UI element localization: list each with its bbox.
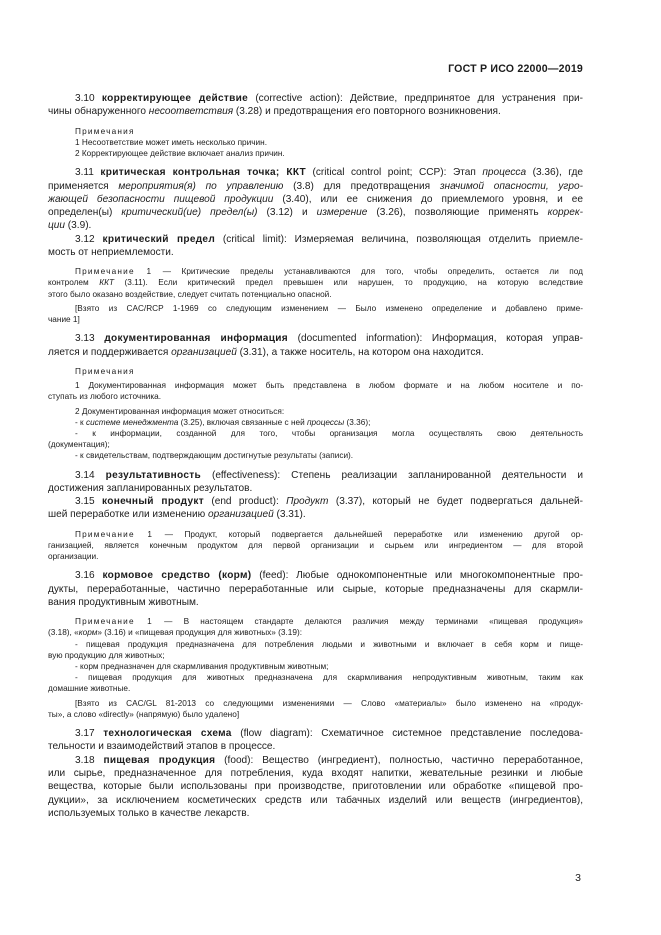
text-italic: критический(ие) предел(ы) (121, 207, 258, 219)
note-bullet (48, 417, 583, 428)
note-label: Примечание 1 (75, 529, 154, 539)
text-span: (3.31). (273, 509, 306, 521)
term-line (48, 727, 583, 740)
text-span: (3.36); (344, 417, 371, 427)
term-line: достижения запланированных результатов. (48, 482, 253, 494)
text-italic: организацией (171, 346, 237, 358)
term-title: конечный продукт (102, 496, 204, 508)
note-item (48, 616, 583, 627)
term-line: дукты, переработанные, частично переработанные или сырые, которые предназначены для скармли- (48, 583, 583, 595)
text-span: (critical control point; CCP): Этап (306, 167, 483, 179)
term-title: кормовое средство (корм) (102, 570, 252, 582)
text-italic: коррек- (547, 207, 583, 219)
source-reference: [Взято из CAC/GL 81-2013 со следующими изменениями — Слово «материалы» было изменено на «продук- (75, 698, 583, 708)
term-number: 3.17 (75, 728, 95, 740)
term-line: вания продуктивным животным. (48, 596, 199, 608)
term-line: тельности и взаимодействий этапов в процессе. (48, 741, 276, 753)
text-span: — В настоящем стандарте делаются различия между терминами «пищевая продукция» (152, 617, 583, 627)
text-italic: несоответствия (148, 106, 234, 118)
term-3-12 (48, 233, 583, 326)
term-line (48, 219, 583, 232)
text-italic: ции (48, 220, 65, 232)
text-span: (flow diagram): Схематичное системное представление последова- (231, 728, 583, 740)
note-bullet: (документация); (48, 440, 110, 450)
note-bullet: - к информации, созданной для того, чтобы организация могла осуществлять свою деятельность (75, 428, 583, 438)
text-span: » (3.16) и «пищевая продукция для животных» (3.19): (97, 628, 303, 638)
term-number: 3.15 (75, 496, 95, 508)
term-line (48, 346, 583, 359)
term-3-15 (48, 495, 583, 562)
note-item (48, 529, 583, 540)
text-span: контролем (48, 278, 100, 288)
term-line (48, 193, 583, 206)
term-line: вещества, которые были использованы при производстве, приготовлении или обработке «пищевой про- (48, 781, 583, 793)
text-span: (end product): (203, 496, 287, 508)
text-span: (3.11). Если критический предел превышен или нарушен, то продукцию, на которую вследствие (114, 278, 583, 288)
term-3-10 (48, 92, 583, 159)
term-3-18 (48, 754, 583, 820)
text-span: (3.40), или ее снижения до приемлемого уровня, и ее (273, 193, 583, 205)
term-line (48, 332, 583, 345)
source-reference: ты», а слово «directly» (напрямую) было удалено] (48, 709, 240, 719)
text-span: (documented information): Информация, которая управ- (287, 333, 584, 345)
text-span: шей переработке или изменению (48, 509, 208, 521)
note-bullet: - пищевая продукция для животных предназначена для скармливания непродуктивным животным, таким как (75, 673, 583, 683)
text-italic: системе менеджмента (85, 417, 179, 427)
text-span: (food): Вещество (ингредиент), полностью, частично переработанное, (215, 754, 583, 766)
text-span: (3.18), « (48, 628, 79, 638)
terms-content (48, 92, 584, 820)
note-item: этого было оказано воздействие, следует считать потенциально опасной. (48, 289, 332, 299)
term-line (48, 180, 583, 193)
term-line (48, 495, 583, 508)
source-reference: чание 1] (48, 315, 80, 325)
note-item: 1 Документированная информация может быть представлена в любом формате и на любом носителе и по- (75, 381, 583, 391)
term-3-11 (48, 166, 583, 232)
term-title: результативность (105, 469, 201, 481)
note-bullet: домашние животные. (48, 684, 131, 694)
text-span: (3.36), где (526, 167, 583, 179)
note-bullet: вую продукцию для животных; (48, 650, 165, 660)
term-number: 3.12 (75, 233, 95, 245)
term-3-17 (48, 727, 583, 754)
term-number: 3.14 (75, 469, 95, 481)
document-code-header: ГОСТ Р ИСО 22000—2019 (448, 63, 583, 75)
term-title: документированная информация (104, 333, 288, 345)
text-span: определен(ы) (48, 207, 122, 219)
term-line: используемых только в качестве лекарств. (48, 807, 250, 819)
text-span: (3.26), позволяющие применять (367, 207, 548, 219)
term-3-14 (48, 469, 583, 496)
text-span: применяется (48, 180, 119, 192)
text-italic: значимой опасности, угро- (439, 180, 583, 192)
term-definition: (corrective action): Действие, предпринятое для устранения при- (255, 93, 583, 104)
term-line: дукции», за исключением косметических средств или табачных изделий или веществ (ингредиентов), (48, 794, 583, 806)
term-number: 3.18 (75, 754, 95, 766)
note-item: ступать из любого источника. (48, 392, 162, 402)
text-span: ляется и поддерживается (48, 346, 172, 358)
term-number: 3.13 (75, 333, 95, 345)
text-italic: организацией (208, 509, 274, 521)
term-number: 3.16 (75, 570, 95, 582)
text-span: (effectiveness): Степень реализации запланированной деятельности и (200, 469, 583, 481)
term-line (48, 754, 583, 767)
text-span: (3.28) и предотвращения его повторного возникновения. (233, 106, 501, 118)
text-span: (3.37), который не будет подвергаться дальней- (328, 496, 583, 508)
notes-heading: Примечания (75, 126, 135, 136)
text-span: (critical limit): Измеряемая величина, позволяющая отделить приемле- (215, 233, 583, 245)
text-italic: измерение (316, 207, 368, 219)
note-item: 2 Корректирующее действие включает анализ причин. (75, 149, 285, 158)
term-line (75, 92, 583, 105)
text-span: (feed): Любые однокомпонентные или многокомпонентные про- (251, 570, 583, 582)
term-line (48, 233, 583, 246)
text-span: (3.31), а также носитель, на котором она находится. (236, 346, 484, 358)
source-reference: [Взято из CAC/RCP 1-1969 со следующим изменением — Было изменено определение и добавлено приме- (75, 303, 583, 313)
text-span: — Критические пределы устанавливаются для того, чтобы определить, остается ли под (152, 267, 583, 277)
note-item: 2 Документированная информация может относиться: (75, 406, 285, 416)
term-line (48, 508, 583, 521)
term-3-13 (48, 332, 583, 461)
term-title: пищевая продукция (103, 754, 216, 766)
text-italic: мероприятия(я) по управлению (118, 180, 284, 192)
text-span: (3.12) и (257, 207, 317, 219)
text-italic: корм (78, 628, 98, 638)
text-span: — Продукт, который подвергается дальнейшей переработке или изменению другой ор- (153, 529, 583, 539)
note-bullet: - корм предназначен для скармливания продуктивным животным; (75, 662, 329, 672)
notes-heading: Примечания (75, 366, 135, 376)
page-number: 3 (575, 872, 581, 884)
term-line (48, 105, 583, 118)
term-line (48, 166, 583, 179)
term-title: корректирующее действие (101, 93, 249, 104)
term-title: технологическая схема (103, 728, 232, 740)
term-line (48, 569, 583, 582)
term-3-16 (48, 569, 583, 720)
text-span: (3.25), включая связанные с ней (178, 417, 307, 427)
term-line (48, 206, 583, 219)
note-item (48, 277, 583, 288)
note-item (48, 266, 583, 277)
term-title: критический предел (102, 233, 216, 245)
text-italic: ККТ (99, 278, 114, 288)
note-item (48, 627, 583, 638)
term-number: 3.11 (75, 167, 94, 179)
text-span: - к (75, 417, 86, 427)
note-item: организации. (48, 552, 99, 562)
text-italic: жающей безопасности пищевой продукции (48, 193, 274, 205)
note-bullet: - к свидетельствам, подтверждающим достигнутые результаты (записи). (75, 451, 354, 461)
note-item: 1 Несоответствие может иметь несколько причин. (75, 137, 268, 147)
note-bullet: - пищевая продукция предназначена для потребления людьми и животными и включает в себя корм и пище- (75, 639, 583, 649)
term-number: 3.10 (75, 93, 95, 104)
text-italic: процесса (482, 167, 527, 179)
text-span: чины обнаруженного (48, 106, 149, 118)
text-italic: процессы (307, 417, 345, 427)
term-line (48, 469, 583, 482)
note-label: Примечание 1 (75, 267, 153, 277)
text-italic: Продукт (286, 496, 329, 508)
text-span: (3.9). (65, 220, 92, 232)
term-title: критическая контрольная точка; ККТ (100, 167, 306, 179)
term-line: или сырье, предназначенное для потребления, куда входят напитки, жевательные резинки и любые (48, 767, 583, 779)
note-item: ганизацией, является конечным продуктом для первой организации и сырьем или ингредиентом — для второй (48, 540, 583, 550)
term-line: мость от неприемлемости. (48, 246, 174, 258)
text-span: (3.8) для предотвращения (283, 180, 440, 192)
note-label: Примечание 1 (75, 617, 153, 627)
